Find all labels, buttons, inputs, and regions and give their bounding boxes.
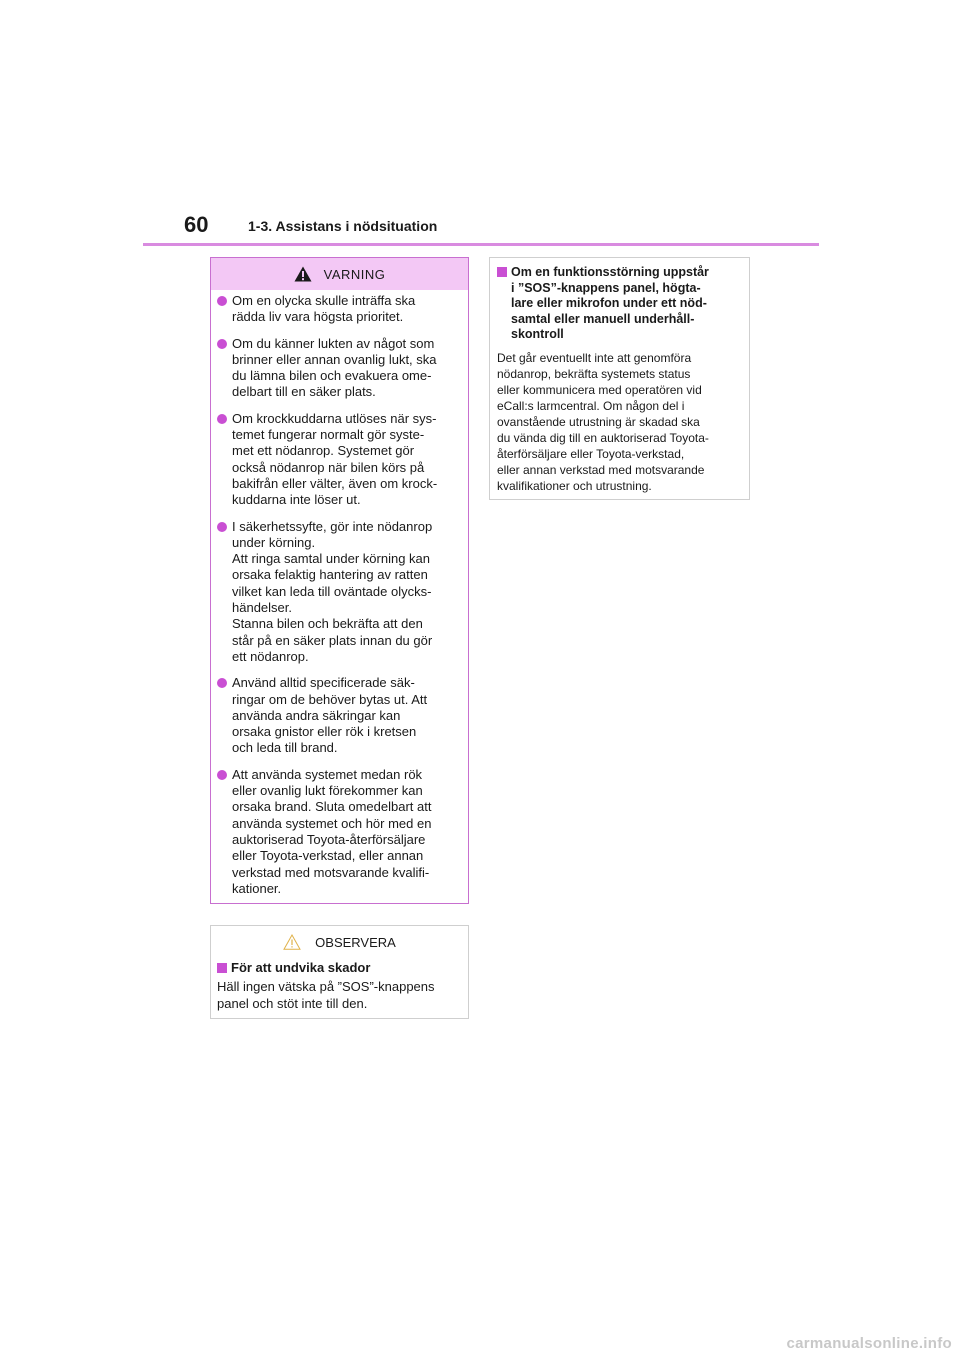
warning-item [217,519,461,666]
footer-watermark: carmanualsonline.info [786,1335,952,1352]
warning-item-text: Om krockkuddarna utlöses när sys- temet fungerar normalt gör syste- met ett nödanrop. Systemet gör också nödanrop när bilen körs på bakifrån eller välter, även om krock- kuddarna inte löser ut. [232,410,438,508]
warning-item-text: Om en olycka skulle inträffa ska rädda liv vara högsta prioritet. [232,293,416,325]
bullet-dot-icon [217,678,227,688]
notice-heading: För att undvika skador [231,960,371,975]
section-title: 1-3. Assistans i nödsituation [248,218,438,234]
bullet-square-icon [497,267,507,277]
notice-text: Häll ingen vätska på ”SOS”-knappens panel och stöt inte till den. [217,979,435,1011]
warning-box [210,257,469,904]
info-box [489,257,750,500]
warning-item-text: I säkerhetssyfte, gör inte nödanrop under körning. Att ringa samtal under körning kan orsaka felaktig hantering av ratten vilket kan leda till oväntade olycks- händelser. Stanna bilen och bekräfta att den står på en säker plats innan du gör ett nödanrop. [232,518,433,664]
warning-triangle-icon [294,266,312,282]
bullet-square-icon [217,963,227,973]
warning-list [211,290,468,897]
warning-item [217,675,461,756]
warning-item-text: Om du känner lukten av något som brinner eller annan ovanlig lukt, ska du lämna bilen och evakuera ome- delbart till en säker plats. [232,335,437,400]
notice-heading-row [217,960,460,976]
warning-title: VARNING [323,266,386,282]
notice-box [210,925,469,1019]
page-number: 60 [184,212,209,237]
warning-item [217,293,461,326]
info-heading: Om en funktionsstörning uppstår i ”SOS”-knappens panel, högta- lare eller mikrofon under ett nöd- samtal eller manuell underhåll- skontroll [511,265,709,341]
warning-item [217,336,461,401]
warning-item [217,767,461,897]
caution-triangle-icon [283,934,301,950]
info-text: Det går eventuellt inte att genomföra nödanrop, bekräfta systemets status eller kommunicera med operatören vid eCall:s larmcentral. Om någon del i ovanstående utrustning är skadad ska du vända dig till en auktoriserad Toyota- återförsäljare eller Toyota-verkstad, eller annan verkstad med motsvarande kvalifikationer och utrustning. [497,350,709,493]
warning-item [217,411,461,509]
warning-item-text: Använd alltid specificerade säk- ringar om de behöver bytas ut. Att använda andra säkringar kan orsaka gnistor eller rök i kretsen och leda till brand. [232,675,428,756]
notice-header [211,926,468,956]
warning-header [211,258,468,290]
bullet-dot-icon [217,339,227,349]
bullet-dot-icon [217,770,227,780]
bullet-dot-icon [217,522,227,532]
bullet-dot-icon [217,414,227,424]
notice-body [211,956,468,1012]
notice-title: OBSERVERA [315,934,396,950]
bullet-dot-icon [217,296,227,306]
header-divider [143,243,819,246]
info-heading-row [490,258,749,343]
warning-item-text: Att använda systemet medan rök eller ovanlig lukt förekommer kan orsaka brand. Sluta omedelbart att använda systemet och hör med en auktoriserad Toyota-återförsäljare eller Toyota-verkstad, eller annan verkstad med motsvarande kvalifi- kationer. [232,766,432,896]
